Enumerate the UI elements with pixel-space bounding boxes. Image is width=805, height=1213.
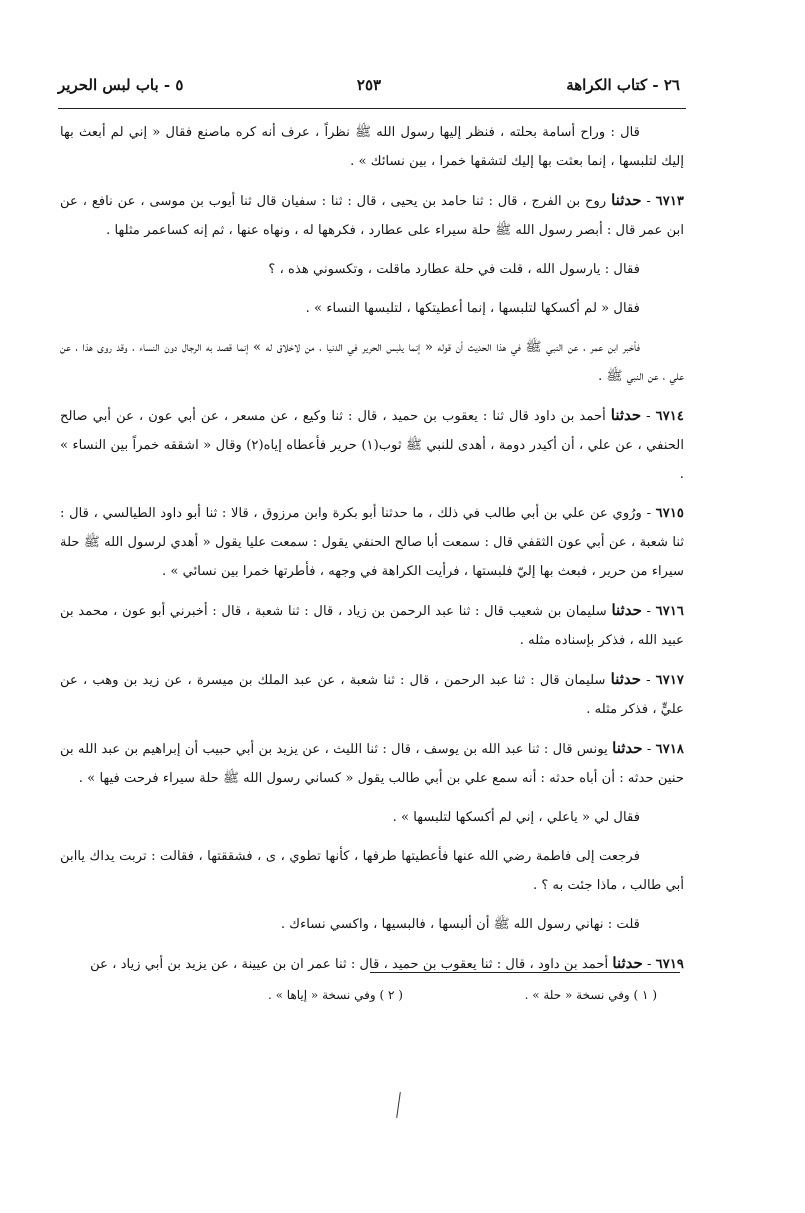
text-paragraph: [60, 333, 684, 391]
hadith-paragraph: ٦٧١٨ - حدثنا يونس قال : ثنا عبد الله بن يوسف ، قال : ثنا الليث ، عن يزيد بن أبي حبيب أن إبراهيم بن عبد الله بن حنين حدثه : أن أباه حدثه : أنه سمع علي بن أبي طالب يقول « كساني رسول الله ﷺ حلة سيراء فرحت فيها » .: [60, 739, 684, 786]
book-title: ٢٦ - كتاب الكراهة: [566, 76, 680, 94]
running-header: [58, 70, 680, 108]
footnote-1: ( ١ ) وفي نسخة « حلة » .: [524, 988, 657, 1002]
haddathana-word: حدثنا: [612, 739, 643, 757]
haddathana-word: حدثنا: [610, 670, 642, 688]
chapter-title: ٥ - باب لبس الحرير: [58, 76, 184, 94]
pen-mark: [396, 1092, 401, 1118]
hadith-number: ٦٧١٤: [655, 409, 684, 424]
hadith-paragraph: ٦٧١٤ - حدثنا أحمد بن داود قال ثنا : يعقوب بن حميد ، قال : ثنا وكيع ، عن مسعر ، عن أبي عون ، عن أبي صالح الحنفي ، عن علي ، أن أكيدر دومة ، أهدى للنبي ﷺ ثوب(١) حرير فأعطاه إياه(٢) وقال « اشققه خمراً بين النساء » .: [60, 406, 684, 482]
hadith-number: ٦٧١٩: [655, 957, 684, 972]
text-paragraph: [60, 842, 684, 900]
haddathana-word: حدثنا: [612, 954, 643, 972]
hadith-number: ٦٧١٨: [655, 742, 684, 757]
hadith-number: ٦٧١٧: [655, 673, 685, 688]
hadith-paragraph: ٦٧١٣ - حدثنا روح بن الفرج ، قال : ثنا حامد بن يحيى ، قال : ثنا : سفيان قال ثنا أيوب بن موسى ، عن نافع ، عن ابن عمر قال : أبصر رسول الله ﷺ حلة سيراء على عطارد ، فكرهها له ، ونهاه عنها ، ثم إنه كساعمر مثلها .: [60, 191, 684, 238]
header-rule: [58, 108, 686, 109]
hadith-number: ٦٧١٦: [655, 604, 684, 619]
haddathana-word: حدثنا: [610, 406, 642, 424]
hadith-paragraph: ٦٧١٩ - حدثنا أحمد بن داود ، قال : ثنا يعقوب بن حميد ، قال : ثنا عمر ان بن عيينة ، عن يزيد بن أبي زياد ، عن: [90, 954, 684, 972]
footnote-rule: [370, 972, 680, 973]
hadith-paragraph: ٦٧١٧ - حدثنا سليمان قال : ثنا عبد الرحمن ، قال : ثنا شعبة ، عن عبد الملك بن ميسرة ، عن زيد بن وهب ، عن عليٍّ ، فذكر مثله .: [60, 670, 685, 717]
paragraph-text: فرجعت إلى فاطمة رضي الله عنها فأعطيتها طرفها ، كأنها تطوي ، ى ، فشققتها ، فقالت : تربت يداك ياابن أبي طالب ، ماذا جئت به ؟ .: [60, 849, 684, 893]
paragraph-text: فقال « لم أكسكها لتلبسها ، إنما أعطيتكها ، لتلبسها النساء » .: [305, 301, 640, 316]
hadith-text: [60, 118, 684, 989]
text-paragraph: [60, 803, 684, 832]
paragraph-text: ورُوي عن علي بن أبي طالب في ذلك ، ما حدثنا أبو بكرة وابن مرزوق ، قالا : ثنا أبو داود الطيالسي ، قال : ثنا شعبة ، عن أبي عون الثقفي قال : سمعت أبا صالح الحنفي يقول : سمعت عليا يقول « أهدي لرسول الله ﷺ حلة سيراء من حرير ، فبعث بها إليّ فلبستها ، فرأيت الكراهة في وجهه ، فأطرتها خمرا بين نسائي » .: [60, 506, 684, 579]
haddathana-word: حدثنا: [611, 601, 642, 619]
paragraph-text: يونس قال : ثنا عبد الله بن يوسف ، قال : ثنا الليث ، عن يزيد بن أبي حبيب أن إبراهيم بن عبد الله بن حنين حدثه : أن أباه حدثه : أنه سمع علي بن أبي طالب يقول « كساني رسول الله ﷺ حلة سيراء فرحت فيها » .: [60, 742, 684, 786]
paragraph-text: فقال لي « ياعلي ، إني لم أكسكها لتلبسها » .: [392, 810, 640, 825]
text-paragraph: [60, 118, 684, 176]
haddathana-word: حدثنا: [611, 191, 642, 209]
text-paragraph: [60, 255, 684, 284]
hadith-number: ٦٧١٣: [655, 194, 684, 209]
text-paragraph: [60, 910, 684, 939]
paragraph-text: فقال : يارسول الله ، قلت في حلة عطارد ماقلت ، وتكسوني هذه ، ؟: [268, 262, 640, 277]
paragraph-text: فأخبر ابن عمر ، عن النبي ﷺ في هذا الحديث أن قوله « إنما يلبس الحرير في الدنيا ، من لاخلاق له » إنما قصد به الرجال دون النساء ، وقد روى هذا ، عن علي ، عن النبي ﷺ .: [60, 340, 684, 384]
paragraph-text: قال : وراح أسامة بحلته ، فنظر إليها رسول الله ﷺ نظراً ، عرف أنه كره ماصنع فقال « إني لم أبعث بها إليك لتلبسها ، إنما بعثت بها إليك لتشقها خمرا ، بين نسائك » .: [60, 125, 684, 169]
text-paragraph: [60, 294, 684, 323]
paragraph-text: أحمد بن داود قال ثنا : يعقوب بن حميد ، قال : ثنا وكيع ، عن مسعر ، عن أبي عون ، عن أبي صالح الحنفي ، عن علي ، أن أكيدر دومة ، أهدى للنبي ﷺ ثوب(١) حرير فأعطاه إياه(٢) وقال « اشققه خمراً بين النساء » .: [60, 409, 684, 482]
hadith-paragraph: ٦٧١٦ - حدثنا سليمان بن شعيب قال : ثنا عبد الرحمن بن زياد ، قال : ثنا شعبة ، قال : أخبرني أبو عون ، محمد بن عبيد الله ، فذكر بإسناده مثله .: [60, 601, 684, 648]
page-number: ٢٥٣: [356, 76, 382, 94]
paragraph-text: سليمان بن شعيب قال : ثنا عبد الرحمن بن زياد ، قال : ثنا شعبة ، قال : أخبرني أبو عون ، محمد بن عبيد الله ، فذكر بإسناده مثله .: [60, 604, 684, 648]
paragraph-text: قلت : نهاني رسول الله ﷺ أن ألبسها ، فالبسيها ، واكسي نساءك .: [280, 917, 640, 932]
paragraph-text: روح بن الفرج ، قال : ثنا حامد بن يحيى ، قال : ثنا : سفيان قال ثنا أيوب بن موسى ، عن نافع ، عن ابن عمر قال : أبصر رسول الله ﷺ حلة سيراء على عطارد ، فكرهها له ، ونهاه عنها ، ثم إنه كساعمر مثلها .: [60, 194, 684, 238]
paragraph-text: أحمد بن داود ، قال : ثنا يعقوب بن حميد ، قال : ثنا عمر ان بن عيينة ، عن يزيد بن أبي زياد ، عن: [90, 957, 609, 972]
paragraph-text: سليمان قال : ثنا عبد الرحمن ، قال : ثنا شعبة ، عن عبد الملك بن ميسرة ، عن زيد بن وهب ، عن عليٍّ ، فذكر مثله .: [60, 673, 684, 717]
hadith-paragraph: ٦٧١٥ - ورُوي عن علي بن أبي طالب في ذلك ، ما حدثنا أبو بكرة وابن مرزوق ، قالا : ثنا أبو داود الطيالسي ، قال : ثنا شعبة ، عن أبي عون الثقفي قال : سمعت أبا صالح الحنفي يقول : سمعت عليا يقول « أهدي لرسول الله ﷺ حلة سيراء من حرير ، فبعث بها إليّ فلبستها ، فرأيت الكراهة في وجهه ، فأطرتها خمرا بين نسائي » .: [60, 506, 684, 579]
footnote-2: ( ٢ ) وفي نسخة « إياها » .: [268, 988, 403, 1002]
hadith-number: ٦٧١٥: [655, 506, 684, 521]
